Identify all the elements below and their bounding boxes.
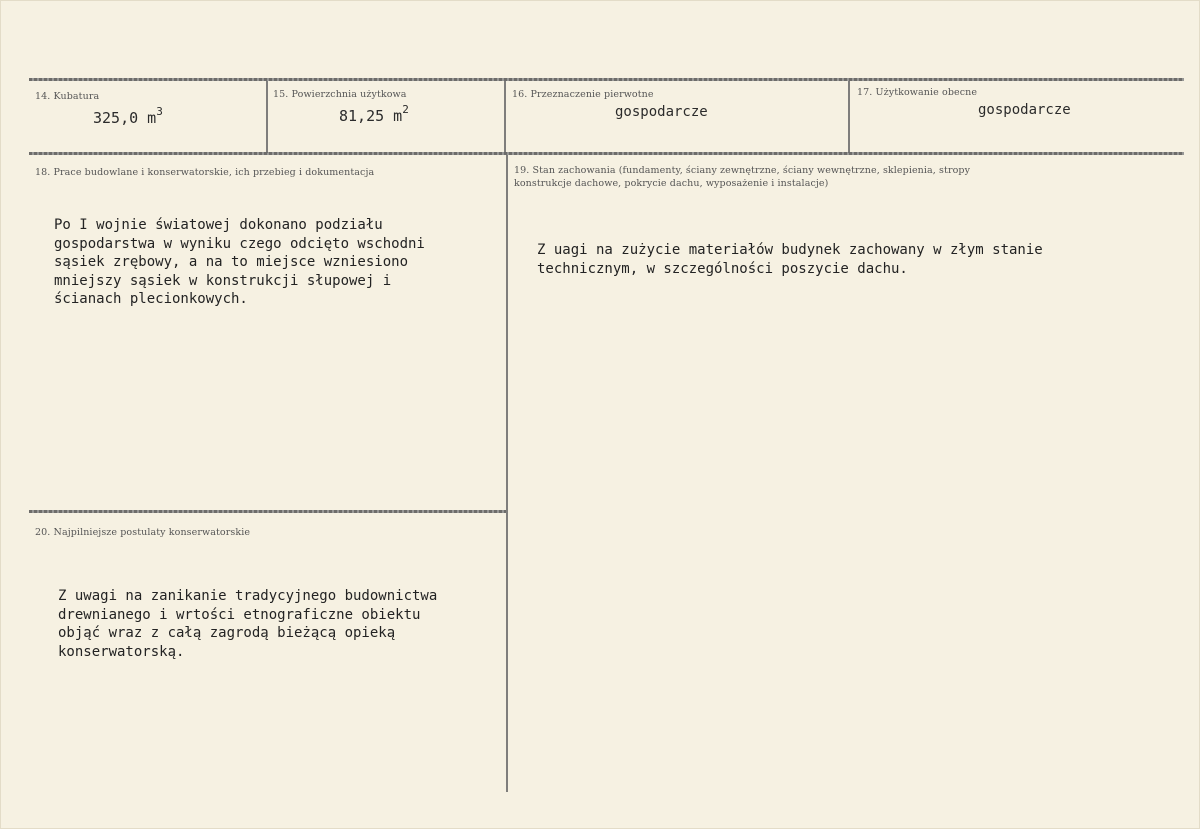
przeznaczenie-value: gospodarcze [615, 104, 708, 120]
stan-zachowania-text: Z uagi na zużycie materiałów budynek zachowany w złym stanie technicznym, w szczególności poszycie dachu. [537, 242, 1043, 277]
kubatura-label: 14. Kubatura [35, 91, 100, 102]
przeznaczenie-label: 16. Przeznaczenie pierwotne [512, 89, 654, 100]
section-20-rule [29, 510, 506, 513]
uzytkowanie-value: gospodarcze [978, 102, 1071, 118]
powierzchnia-label: 15. Powierzchnia użytkowa [273, 89, 407, 100]
divider-main [506, 155, 508, 792]
divider-14-15 [266, 81, 268, 153]
powierzchnia-unit-exponent: 2 [402, 103, 409, 116]
kubatura-value [93, 105, 163, 127]
top-rule [29, 78, 1184, 81]
kubatura-number: 325,0 m [93, 109, 157, 127]
divider-16-17 [848, 81, 850, 153]
divider-15-16 [504, 81, 506, 153]
row-rule [29, 152, 1184, 155]
postulaty-text: Z uwagi na zanikanie tradycyjnego budownictwa drewnianego i wrtości etnograficzne obiektu objąć wraz z całą zagrodą bieżącą opieką konserwatorską. [58, 588, 438, 660]
prace-text: Po I wojnie światowej dokonano podziału gospodarstwa w wyniku czego odcięto wschodni sąsiek zrębowy, a na to miejsce wzniesiono mniejszy sąsiek w konstrukcji słupowej i ścianach plecionkowych. [54, 217, 425, 307]
powierzchnia-number: 81,25 m [339, 107, 403, 125]
prace-label: 18. Prace budowlane i konserwatorskie, ich przebieg i dokumentacja [35, 167, 375, 178]
powierzchnia-value [339, 103, 409, 125]
kubatura-unit-exponent: 3 [156, 105, 163, 118]
uzytkowanie-label: 17. Użytkowanie obecne [857, 87, 978, 98]
postulaty-label: 20. Najpilniejsze postulaty konserwatorskie [35, 527, 251, 538]
stan-zachowania-label: 19. Stan zachowania (fundamenty, ściany zewnętrzne, ściany wewnętrzne, sklepienia, stropy konstrukcje dachowe, pokrycie dachu, wyposażenie i instalacje) [514, 165, 971, 189]
